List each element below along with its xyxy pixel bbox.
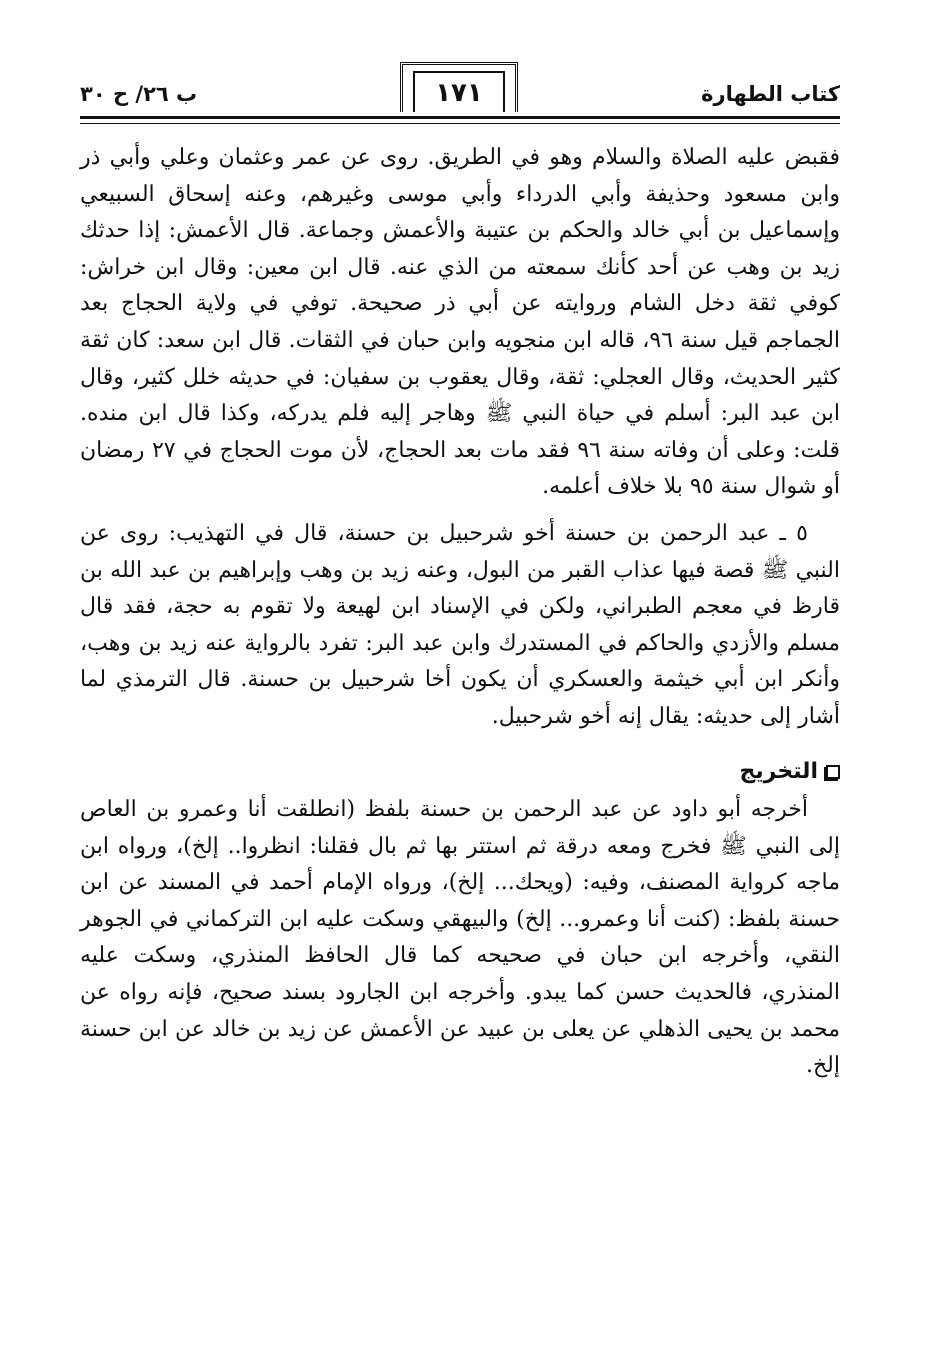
section-heading-label: التخريج [739,758,818,784]
page-header [80,62,840,114]
section-heading [80,754,840,791]
header-rule-thick [80,116,840,119]
chapter-reference: ب ٢٦/ ح ٣٠ [80,82,198,106]
page-body [80,140,840,1085]
header-rule-thin [80,123,840,124]
book-title: كتاب الطهارة [701,82,840,106]
page-number-inner-frame [413,71,505,112]
page-number: ١٧١ [435,77,483,108]
paragraph-narrator-entry: ٥ ـ عبد الرحمن بن حسنة أخو شرحبيل بن حسنة، قال في التهذيب: روى عن النبي ﷺ قصة فيها عذاب القبر من البول، وعنه زيد بن وهب وإبراهيم بن عبد الله بن قارظ في معجم الطبراني، ولكن في الإسناد ابن لهيعة ولا تقوم به حجة، فقد قال مسلم والأزدي والحاكم في المستدرك وابن عبد البر: تفرد بالرواية عنه زيد بن وهب، وأنكر ابن أبي خيثمة والعسكري أن يكون أخا شرحبيل بن حسنة. قال الترمذي لما أشار إلى حديثه: يقال إنه أخو شرحبيل. [80,520,840,729]
square-bullet-icon [826,765,840,779]
paragraph-takhrij: أخرجه أبو داود عن عبد الرحمن بن حسنة بلفظ (انطلقت أنا وعمرو بن العاص إلى النبي ﷺ فخرج ومعه درقة ثم استتر بها ثم بال فقلنا: انظروا.. إلخ)، ورواه ابن ماجه كرواية المصنف، وفيه: (ويحك... إلخ)، ورواه الإمام أحمد في المسند عن ابن حسنة بلفظ: (كنت أنا وعمرو... إلخ) والبيهقي وسكت عليه ابن التركماني في الجوهر النقي، وأخرجه ابن حبان في صحيحه كما قال الحافظ المنذري، وسكت عليه المنذري، فالحديث حسن كما يبدو. وأخرجه ابن الجارود بسند صحيح، فإنه رواه عن محمد بن يحيى الذهلي عن يعلى بن عبيد عن الأعمش عن زيد بن خالد عن ابن حسنة إلخ. [80,797,840,1079]
page-number-frame [400,62,518,112]
paragraph-narrator-bio: فقبض عليه الصلاة والسلام وهو في الطريق. روى عن عمر وعثمان وعلي وأبي ذر وابن مسعود وحذيفة وأبي الدرداء وأبي موسى وغيرهم، وعنه إسحاق السبيعي وإسماعيل بن أبي خالد والحكم بن عتيبة والأعمش وجماعة. قال الأعمش: إذا حدثك زيد بن وهب عن أحد كأنك سمعته من الذي عنه. قال ابن معين: وقال ابن خراش: كوفي ثقة دخل الشام وروايته عن أبي ذر صحيحة. توفي في ولاية الحجاج بعد الجماجم قيل سنة ٩٦، قاله ابن منجويه وابن حبان في الثقات. قال ابن سعد: كان ثقة كثير الحديث، وقال العجلي: ثقة، وقال يعقوب بن سفيان: في حديثه خلل كثير، وقال ابن عبد البر: أسلم في حياة النبي ﷺ وهاجر إليه فلم يدركه، وكذا قال ابن منده. قلت: وعلى أن وفاته سنة ٩٦ فقد مات بعد الحجاج، لأن موت الحجاج في ٢٧ رمضان أو شوال سنة ٩٥ بلا خلاف أعلمه. [80,145,841,500]
